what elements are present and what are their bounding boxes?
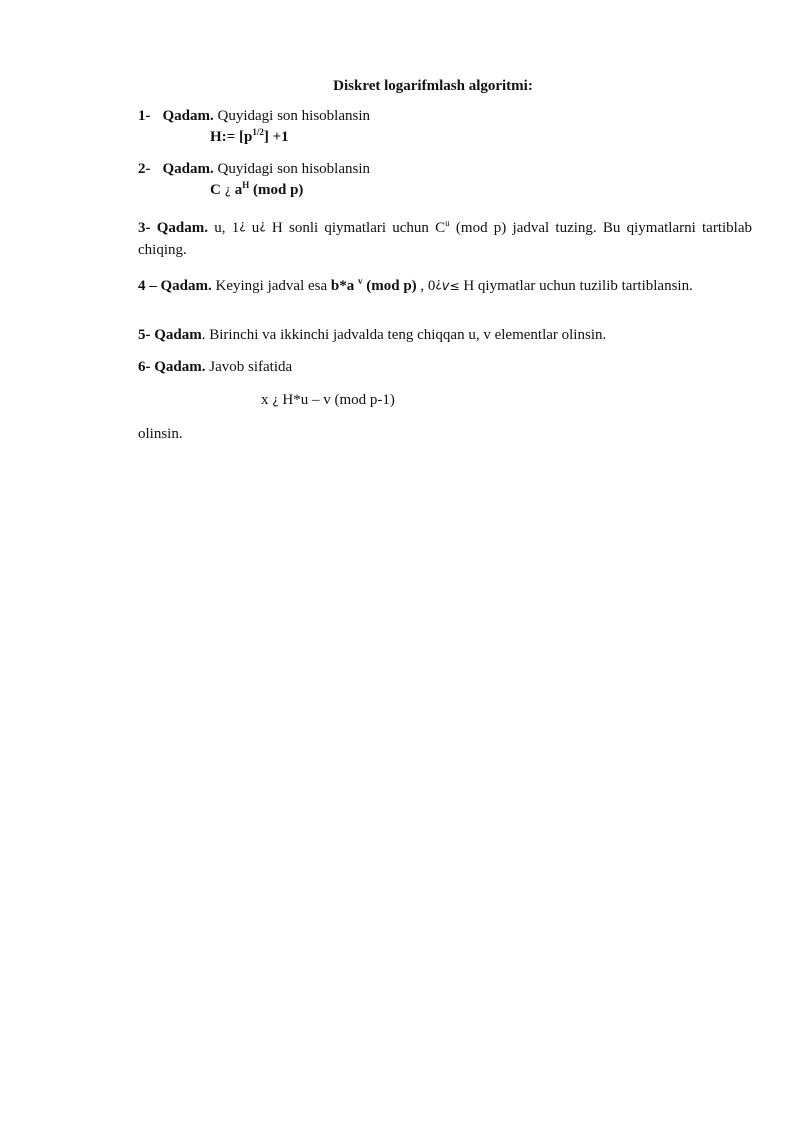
step-4-paragraph [138, 271, 752, 299]
step-4-le-symbol: ≤ [449, 279, 460, 293]
step-6-text: Javob sifatida [205, 359, 293, 375]
step-4-symbol: ¿ [435, 276, 442, 290]
step-1-formula-pre: H:= [p [210, 129, 253, 145]
step-3-text-2: u [245, 220, 260, 236]
step-3-sup: u [445, 218, 450, 228]
step-6-formula-x: x [261, 392, 273, 408]
step-2-formula-post: (mod p) [249, 182, 304, 198]
step-1-formula-sup: 1/2 [252, 127, 264, 137]
step-4-formula-mod: (mod p) [362, 278, 417, 294]
step-2-number: 2- [138, 161, 151, 177]
step-1-line [138, 106, 370, 126]
step-3-symbol-2: ¿ [259, 218, 266, 232]
step-1-formula [138, 127, 289, 147]
step-5-text: . Birinchi va ikkinchi jadvalda teng chiqqan u, v elementlar olinsin. [201, 327, 607, 343]
step-4-text-2: , 0 [416, 278, 436, 294]
step-4-text-1: Keyingi jadval esa [211, 278, 331, 294]
step-4-v: v [441, 279, 450, 294]
step-1-formula-post: ] +1 [263, 129, 289, 145]
step-2-formula-c: C [210, 182, 225, 198]
step-2-formula-symbol: ¿ [224, 183, 231, 197]
step-5-label: 5- Qadam [138, 327, 202, 343]
step-5-line [138, 325, 606, 345]
step-3-label: 3- Qadam. [138, 220, 208, 236]
step-6-line [138, 357, 292, 377]
step-3-text-1: u, 1 [207, 220, 240, 236]
step-2-formula-a: a [230, 182, 243, 198]
step-6-formula-rest: H*u – v (mod p-1) [278, 392, 395, 408]
step-4-text-3: H qiymatlar uchun tuzilib tartiblansin. [459, 278, 693, 294]
step-2-label: Qadam. [162, 161, 214, 177]
step-1-label: Qadam. [162, 108, 214, 124]
step-4-formula-b: b*a [330, 278, 358, 294]
step-6-formula-symbol: ¿ [272, 393, 279, 407]
step-3-symbol-1: ¿ [239, 218, 246, 232]
document-title: Diskret logarifmlash algoritmi: [333, 78, 533, 94]
step-6-formula [261, 390, 395, 410]
step-2-line [138, 159, 370, 179]
step-3-paragraph [138, 214, 752, 261]
step-1-text: Quyidagi son hisoblansin [213, 108, 371, 124]
step-3-text-3: H sonli qiymatlari uchun C [265, 220, 446, 236]
step-1-number: 1- [138, 108, 151, 124]
step-4-formula-sup: v [358, 276, 363, 286]
step-2-formula [138, 180, 303, 200]
step-2-text: Quyidagi son hisoblansin [213, 161, 371, 177]
step-2-formula-sup: H [242, 180, 250, 190]
step-4-label: 4 – Qadam. [138, 278, 212, 294]
step-3-text-4: (mod p) jadval tuzing. Bu qiymatlarni tartiblab chiqing. [138, 220, 752, 258]
step-6-closing: olinsin. [138, 426, 183, 442]
step-6-label: 6- Qadam. [138, 359, 206, 375]
